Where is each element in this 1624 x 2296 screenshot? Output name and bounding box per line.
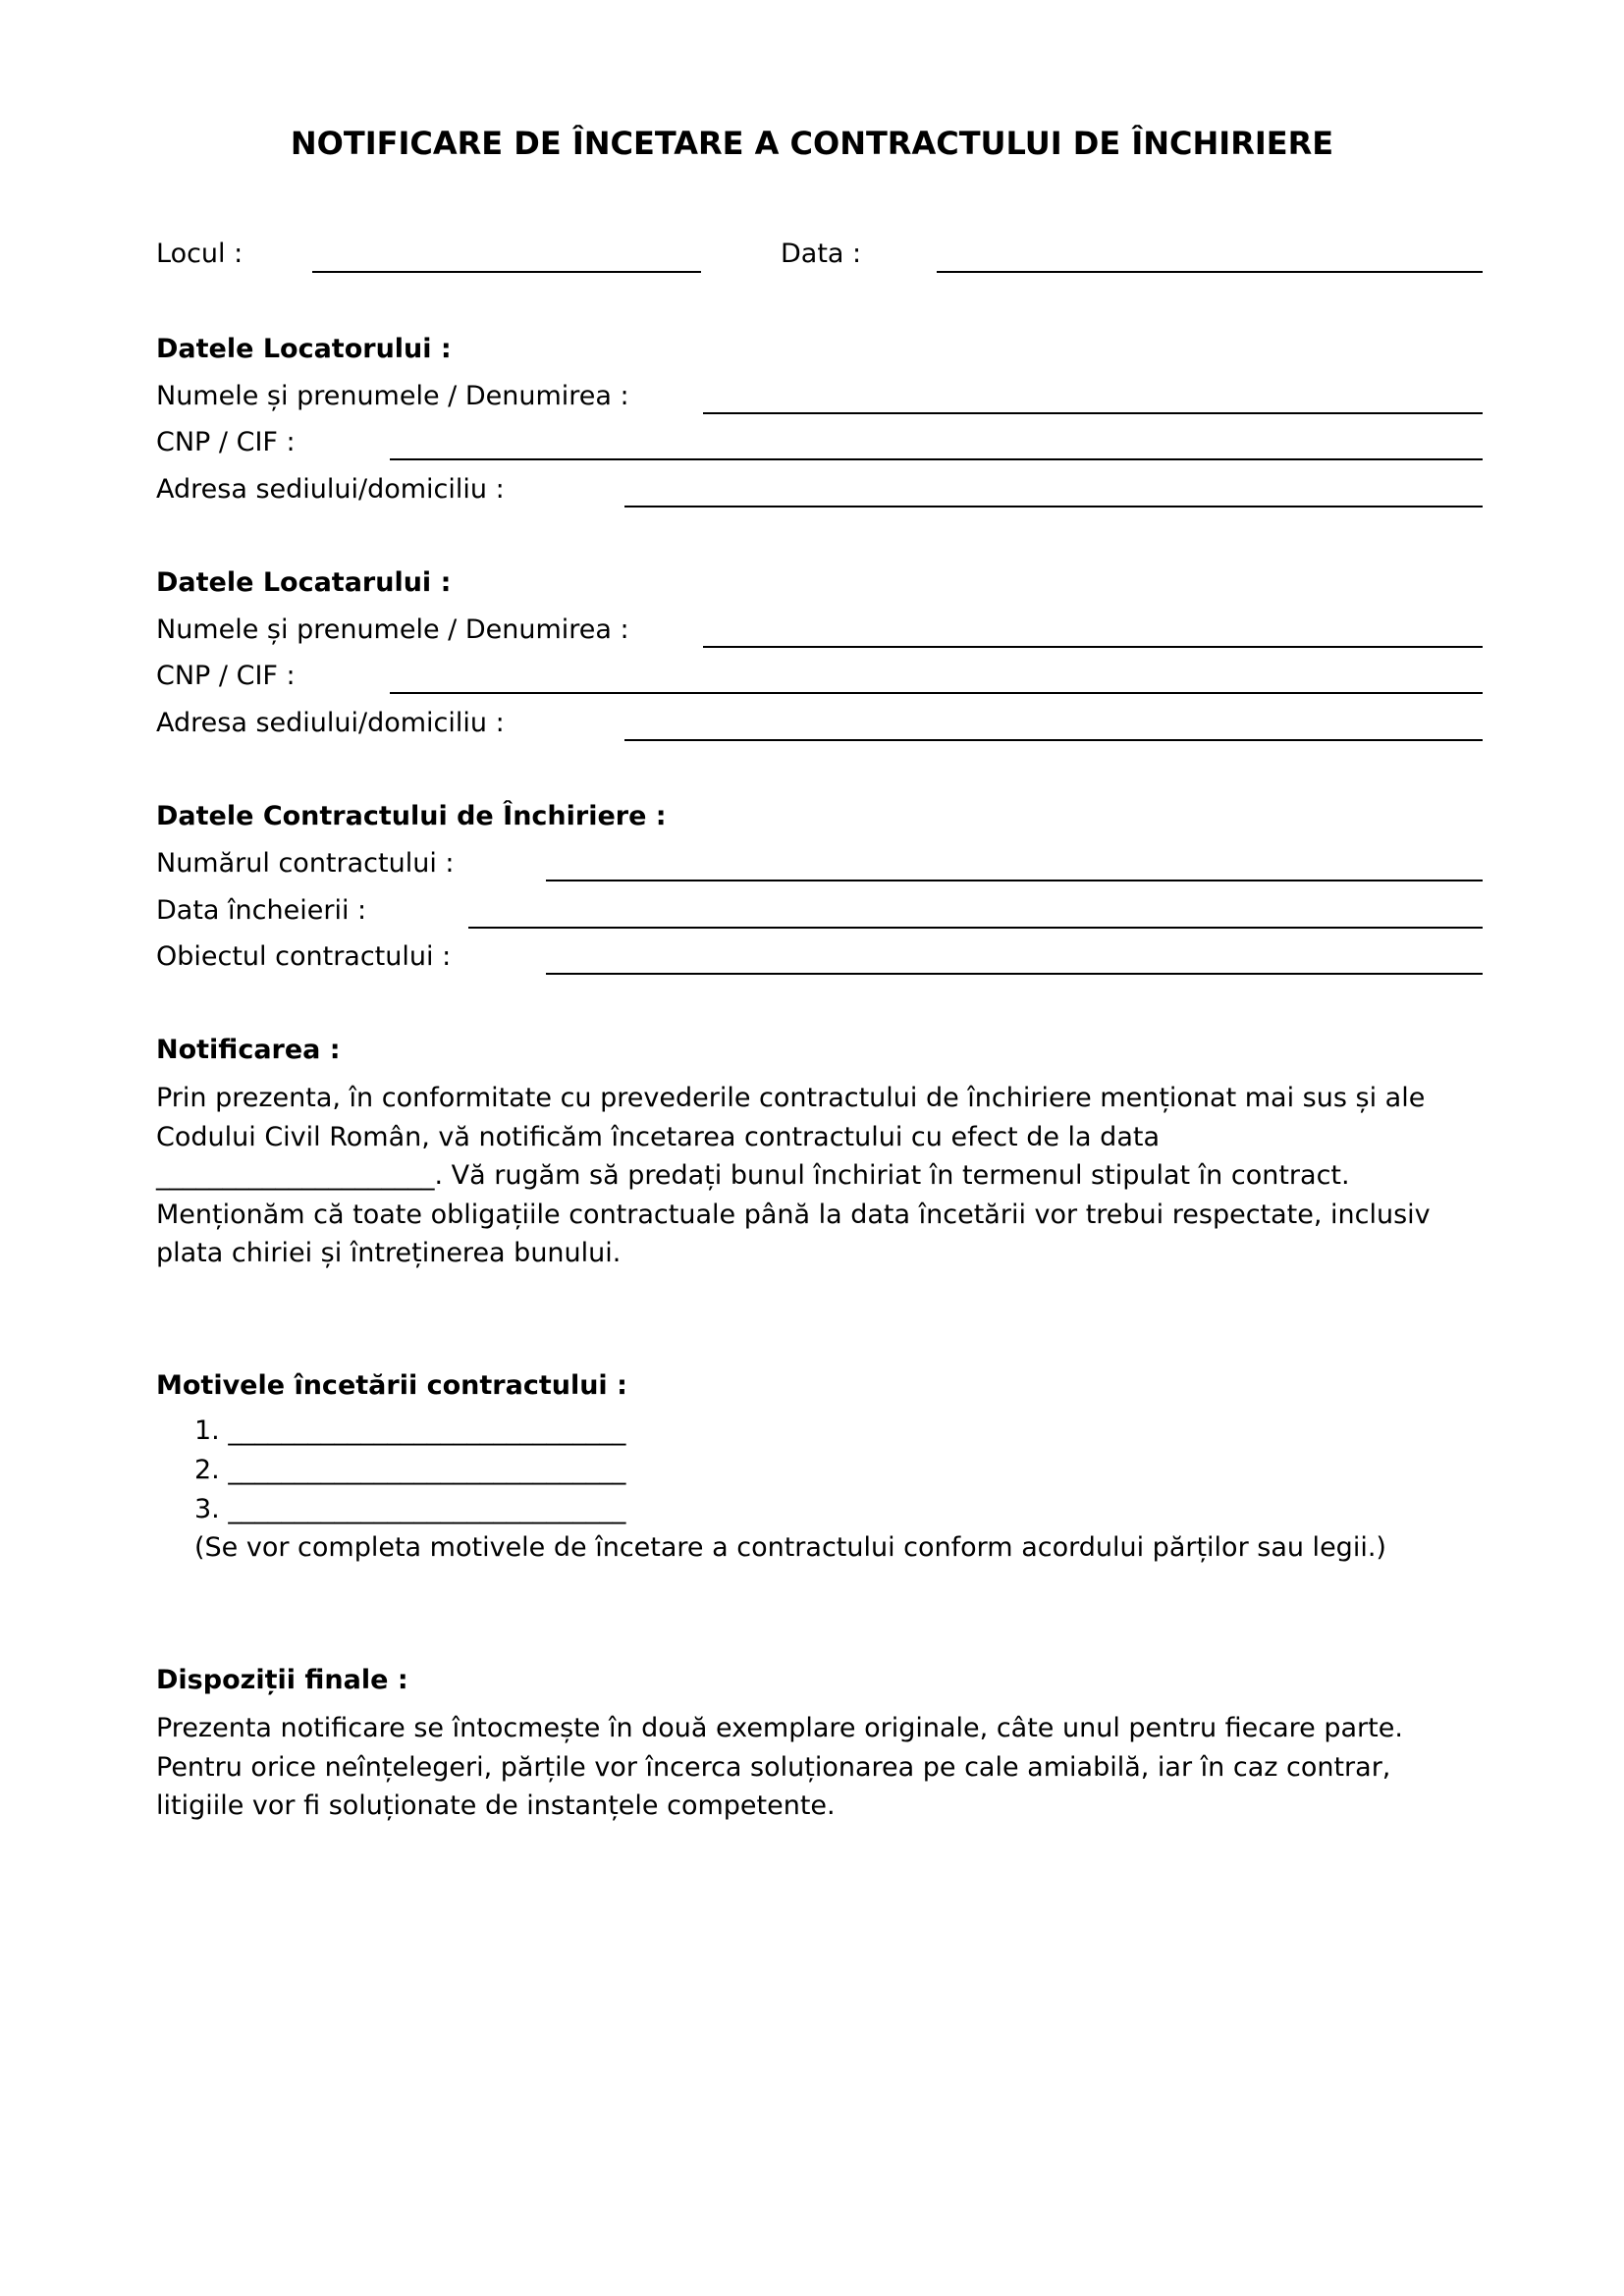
tenant-heading: Datele Locatarului : [156,567,452,598]
final-heading: Dispoziții finale : [156,1665,408,1695]
reason-item: 3. ______________________________ [194,1494,626,1524]
final-line: litigiile vor fi soluționate de instanțele competente. [156,1790,836,1821]
date-label: Data : [781,239,862,269]
reasons-heading: Motivele încetării contractului : [156,1370,627,1401]
contract-date-field[interactable] [468,927,1483,929]
landlord-id-field[interactable] [390,458,1483,460]
date-field[interactable] [937,271,1483,273]
notification-paragraph [156,1079,1491,1273]
notification-line: Codului Civil Român, vă notificăm încetarea contractului cu efect de la data [156,1121,1160,1152]
reason-item: 2. ______________________________ [194,1455,626,1485]
place-field[interactable] [312,271,701,273]
tenant-id-label: CNP / CIF : [156,661,296,691]
contract-date-label: Data încheierii : [156,895,367,926]
notification-line: plata chiriei și întreținerea bunului. [156,1238,622,1268]
final-paragraph [156,1709,1491,1826]
reason-item: 1. ______________________________ [194,1415,626,1446]
contract-number-field[interactable] [546,880,1483,881]
landlord-heading: Datele Locatorului : [156,334,452,364]
contract-object-field[interactable] [546,973,1483,975]
landlord-name-field[interactable] [703,412,1483,414]
notification-line: Prin prezenta, în conformitate cu prevederile contractului de închiriere menționat mai sus și ale [156,1083,1426,1113]
contract-heading: Datele Contractului de Închiriere : [156,801,667,831]
tenant-address-label: Adresa sediului/domiciliu : [156,708,505,738]
tenant-name-label: Numele și prenumele / Denumirea : [156,614,629,645]
final-line: Pentru orice neînțelegeri, părțile vor încerca soluționarea pe cale amiabilă, iar în caz contrar, [156,1751,1391,1783]
landlord-address-field[interactable] [624,506,1483,507]
notification-line: _____________________. Vă rugăm să predați bunul închiriat în termenul stipulat în contract. [156,1160,1350,1191]
notification-line: Menționăm că toate obligațiile contractuale până la data încetării vor trebui respectate, inclusiv [156,1199,1431,1230]
contract-number-label: Numărul contractului : [156,848,455,879]
landlord-address-label: Adresa sediului/domiciliu : [156,474,505,505]
contract-object-label: Obiectul contractului : [156,941,452,972]
notification-heading: Notificarea : [156,1035,341,1065]
place-label: Locul : [156,239,244,269]
final-line: Prezenta notificare se întocmește în două exemplare originale, câte unul pentru fiecare parte. [156,1713,1403,1743]
tenant-id-field[interactable] [390,692,1483,694]
document-title: NOTIFICARE DE ÎNCETARE A CONTRACTULUI DE ÎNCHIRIERE [290,125,1334,162]
landlord-name-label: Numele și prenumele / Denumirea : [156,381,629,411]
tenant-name-field[interactable] [703,646,1483,648]
tenant-address-field[interactable] [624,739,1483,741]
landlord-id-label: CNP / CIF : [156,427,296,457]
reasons-note: (Se vor completa motivele de încetare a contractului conform acordului părților sau legii.) [194,1532,1386,1563]
